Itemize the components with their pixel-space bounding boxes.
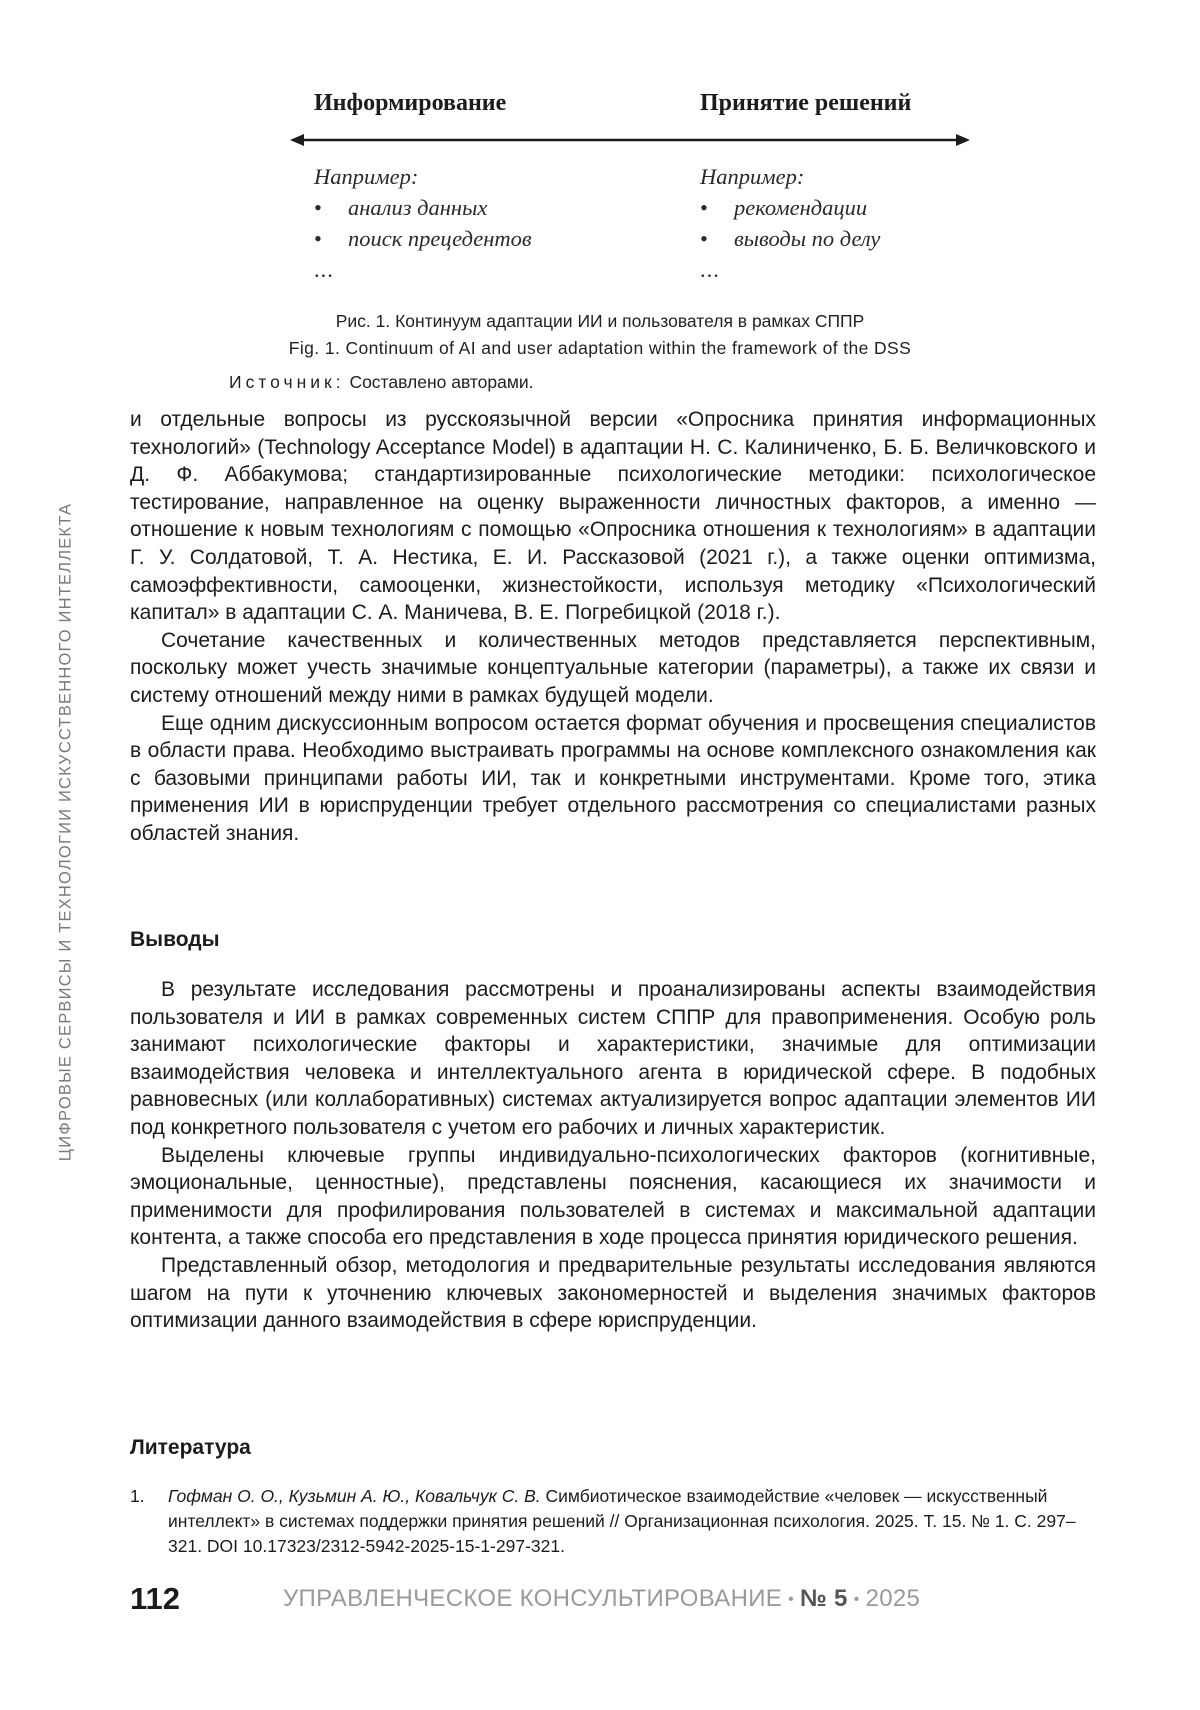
figure-left-example-label: Например: — [314, 164, 419, 189]
body-paragraph: и отдельные вопросы из русскоязычной версии «Опросника принятия информационных технологий» (Technology Acceptance Model) в адаптации Н. С. Калиниченко, Б. Б. Величковского и Д. Ф. Аббакумова; стандартизированные психологические методики: психологическое тестирование, направленное на оценку выраженности личностных факторов, а именно — отношение к новым технологиям с помощью «Опросника отношения к технологиям» в адаптации Г. У. Солдатовой, Т. А. Нестика, Е. И. Рассказовой (2021 г.), а также оценки оптимизма, самоэффективности, самооценки, жизнестойкости, используя методику «Психологический капитал» в адаптации С. А. Маничева, В. Е. Погребицкой (2018 г.). — [130, 408, 1096, 625]
running-header-vertical: ЦИФРОВЫЕ СЕРВИСЫ И ТЕХНОЛОГИИ ИСКУССТВЕННОГО ИНТЕЛЛЕКТА — [56, 502, 75, 1162]
bullet-icon: • — [700, 226, 708, 251]
figure-caption-en: Fig. 1. Continuum of AI and user adaptation within the framework of the DSS — [288, 338, 912, 358]
bidirectional-arrow — [290, 130, 970, 150]
figure-caption-ru: Рис. 1. Континуум адаптации ИИ и пользователя в рамках СППР — [335, 311, 865, 331]
figure-left-heading: Информирование — [314, 90, 507, 116]
body-paragraph: Сочетание качественных и количественных методов представляется перспективным, поскольку может учесть значимые концептуальные категории (параметры), а также их связи и систему отношений между ними в рамках будущей модели. — [130, 628, 1096, 707]
figure-left-examples — [314, 161, 532, 285]
section-heading-conclusions: Выводы — [130, 928, 220, 951]
figure-right-pole — [700, 88, 912, 282]
conclusions-text — [130, 976, 1096, 1335]
figure-right-item: • выводы по делу — [700, 223, 880, 254]
figure-left-pole — [314, 88, 532, 282]
figure-continuum — [290, 88, 970, 313]
reference-list — [130, 1484, 1096, 1559]
figure-right-heading: Принятие решений — [700, 90, 912, 116]
figure-right-examples — [700, 161, 880, 285]
journal-name: УПРАВЛЕНЧЕСКОЕ КОНСУЛЬТИРОВАНИЕ — [283, 1585, 783, 1612]
bullet-icon: • — [700, 195, 708, 220]
section-heading-references: Литература — [130, 1436, 251, 1459]
figure-right-item: • рекомендации — [700, 192, 880, 223]
figure-right-ellipsis: ... — [700, 257, 720, 282]
figure-caption — [0, 308, 1200, 362]
reference-item — [130, 1484, 1096, 1559]
journal-year: 2025 — [865, 1585, 921, 1612]
reference-number: 1. — [130, 1486, 145, 1506]
figure-source-text: Составлено авторами. — [344, 372, 534, 392]
body-paragraph: Еще одним дискуссионным вопросом остается формат обучения и просвещения специалистов в области права. Необходимо выстраивать программы на основе комплексного ознакомления как с базовыми принципами работы ИИ, так и конкретными инструментами. Кроме того, этика применения ИИ в юриспруденции требует отдельного рассмотрения со специалистами разных областей знания. — [130, 711, 1096, 845]
body-text — [130, 406, 1096, 848]
page-footer — [130, 1581, 920, 1617]
separator-dot-icon: • — [788, 1590, 794, 1608]
journal-title-line — [283, 1585, 920, 1612]
reference-authors: Гофман О. О., Кузьмин А. Ю., Ковальчук С. В. — [168, 1486, 541, 1506]
conclusions-paragraph: В результате исследования рассмотрены и проанализированы аспекты взаимодействия пользователя и ИИ в рамках современных систем СППР для правоприменения. Особую роль занимают психологические факторы и характеристики, значимые для оптимизации взаимодействия человека и интеллектуального агента в юридической сфере. В подобных равновесных (или коллаборативных) системах актуализируется вопрос адаптации элементов ИИ под конкретного пользователя с учетом его рабочих и личных характеристик. — [130, 978, 1096, 1139]
bullet-icon: • — [314, 226, 322, 251]
figure-left-item: • анализ данных — [314, 192, 532, 223]
reference-text — [168, 1484, 1096, 1559]
conclusions-paragraph: Представленный обзор, методология и предварительные результаты исследования являются шагом на пути к уточнению ключевых закономерностей и выделения значимых факторов оптимизации данного взаимодействия в сфере юриспруденции. — [130, 1253, 1096, 1333]
figure-left-item: • поиск прецедентов — [314, 223, 532, 254]
separator-dot-icon: • — [853, 1590, 860, 1608]
page-number: 112 — [130, 1581, 181, 1616]
conclusions-paragraph: Выделены ключевые группы индивидуально-психологических факторов (когнитивные, эмоциональные, ценностные), представлены пояснения, касающиеся их значимости и применимости для профилирования пользователей в системах и максимальной адаптации контента, а также способа его представления в ходе процесса принятия юридического решения. — [130, 1143, 1096, 1250]
figure-source-label: Источник: — [229, 372, 345, 392]
bullet-icon: • — [314, 195, 322, 220]
reference-title: Симбиотическое взаимодействие «человек — искусственный интеллект» в системах поддержки принятия решений // Организационная психология. 2025. Т. 15. № 1. С. 297–321. DOI 10.17323/2312-5942-2025-15-1-297-321. — [168, 1486, 1076, 1556]
figure-source — [229, 372, 534, 393]
figure-right-example-label: Например: — [700, 164, 805, 189]
figure-left-ellipsis: ... — [314, 257, 334, 282]
journal-issue: № 5 — [800, 1585, 848, 1612]
